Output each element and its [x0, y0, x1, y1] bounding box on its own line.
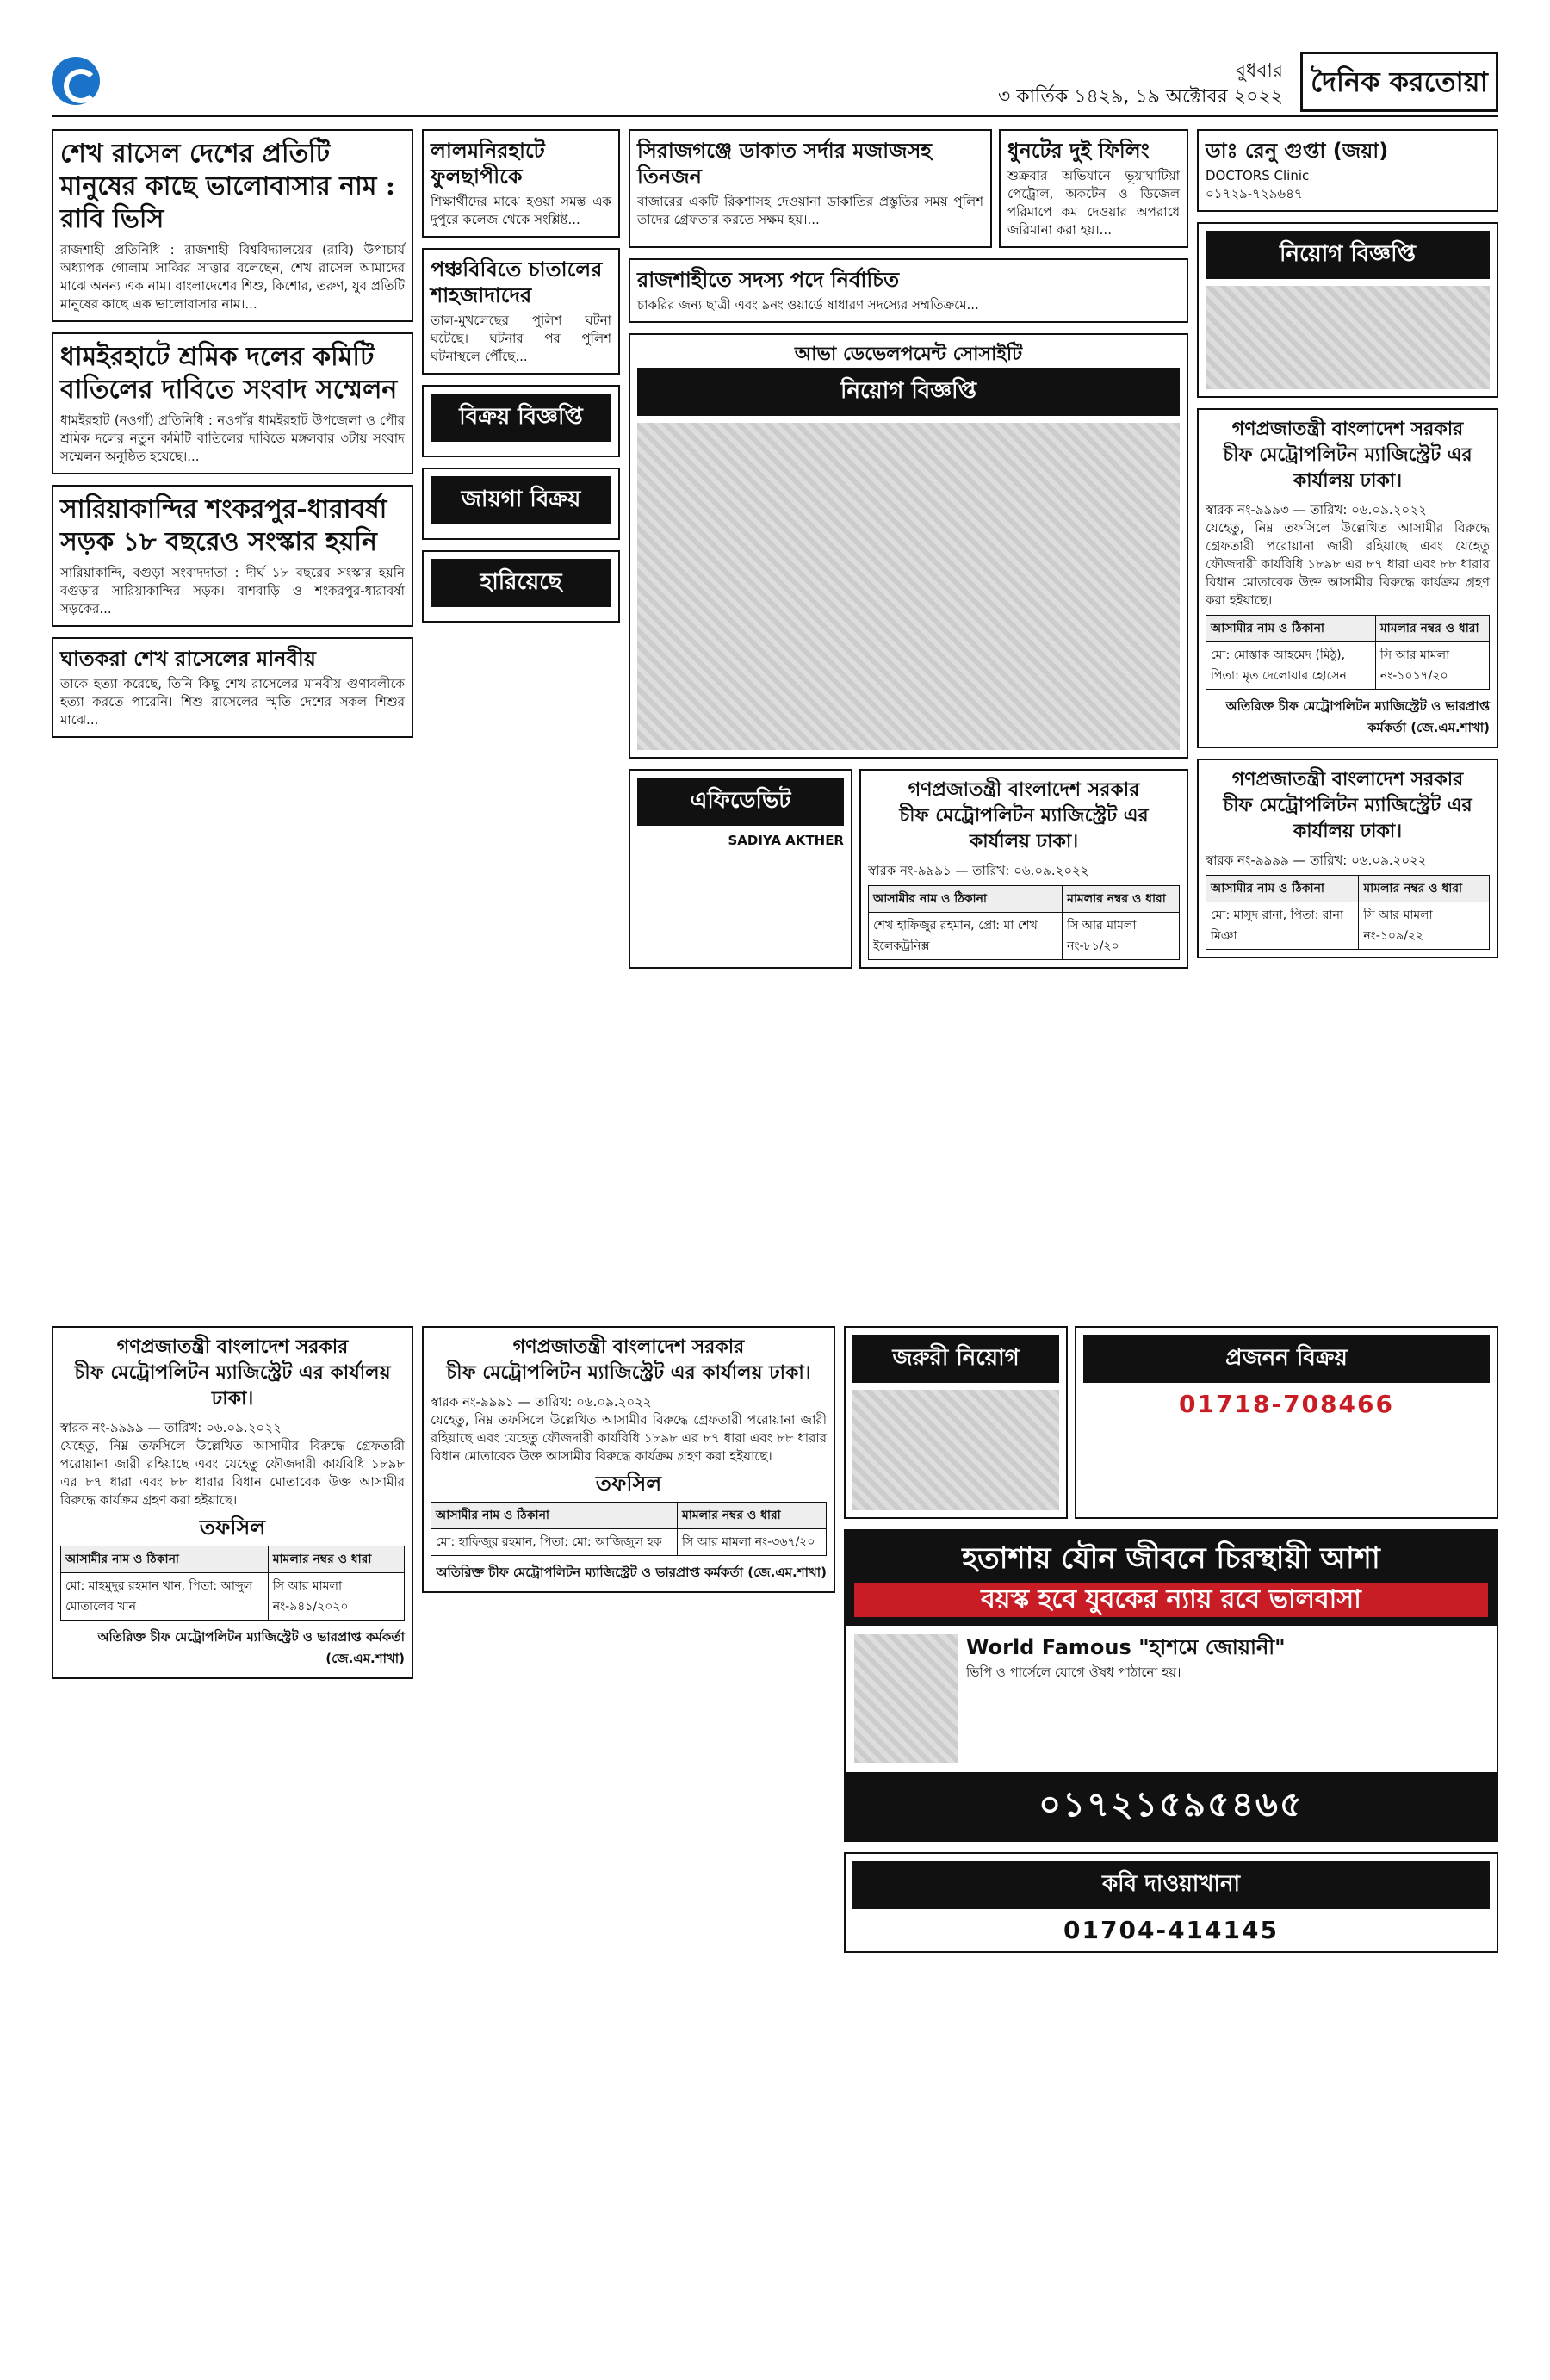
article-body: শুক্রবার অভিযানে ভূয়াঘাটিয়া পেট্রোল, অকটেন ও ডিজেল পরিমাপে কম দেওয়ার অপরাধে জরিমানা করা হয়।... [1008, 168, 1180, 238]
sale-title: বিক্রয় বিজ্ঞপ্তি [431, 394, 611, 442]
notice-table: আসামীর নাম ও ঠিকানা মামলার নম্বর ও ধারা মো: হাফিজুর রহমান, পিতা: মো: আজিজুল হক সি আর মামলা নং-৩৬৭/২০ [431, 1502, 827, 1556]
article-body: তাল-মুখলেছের পুলিশ ঘটনা ঘটেছে। ঘটনার পর পুলিশ ঘটনাস্থলে পৌঁছে... [431, 313, 611, 364]
notice-signer: অতিরিক্ত চীফ মেট্রোপলিটন ম্যাজিস্ট্রেট ও ভারপ্রাপ্ত কর্মকর্তা (জে.এম.শাখা) [97, 1629, 405, 1666]
doctor-clinic: DOCTORS Clinic [1206, 168, 1310, 183]
recruit-table-image [637, 423, 1180, 750]
kobi-phone: 01704-414145 [1063, 1916, 1279, 1944]
article-title: সারিয়াকান্দির শংকরপুর-ধারাবর্ষা সড়ক ১৮ বছরেও সংস্কার হয়নি [60, 494, 388, 557]
doctor-ad [1197, 129, 1498, 212]
affidavit-notice [629, 769, 852, 969]
notice-table: আসামীর নাম ও ঠিকানা মামলার নম্বর ও ধারা মো: মাসুদ রানা, পিতা: রানা মিঞা সি আর মামলা নং-১০৯/২২ [1206, 875, 1490, 950]
court-notice-1: গণপ্রজাতন্ত্রী বাংলাদেশ সরকার চীফ মেট্রোপলিটন ম্যাজিস্ট্রেট এর কার্যালয় ঢাকা। স্বারক নং-৯৯৯৩ — তারিখ: ০৬.০৯.২০২২ যেহেতু, নিম্ন তফসিলে উল্লেখিত আসামীর বিরুদ্ধে গ্রেফতারী পরোয়ানা জারী রহিয়াছে এবং যেহেতু ফৌজদারী কার্যবিধি ১৮৯৮ এর ৮৭ ধারা এবং ৮৮ ধারার বিধান মোতাবেক উক্ত আসামীর বিরুদ্ধে কার্যক্রম গ্রহণ করা হইয়াছে। আসামীর নাম ও ঠিকানা মামলার নম্বর ও ধারা মো: মোস্তাক আহমেদ (মিঠু), পিতা: মৃত দেলোয়ার হোসেন সি আর মামলা নং-১০১৭/২০ অতিরিক্ত চীফ মেট্রোপলিটন ম্যাজিস্ট্রেট ও ভারপ্রাপ্ত কর্মকর্তা (জে.এম.শাখা) [1197, 408, 1498, 748]
court-notice-5: গণপ্রজাতন্ত্রী বাংলাদেশ সরকার চীফ মেট্রোপলিটন ম্যাজিস্ট্রেট এর কার্যালয় ঢাকা। স্বারক নং-৯৯৯১ — তারিখ: ০৬.০৯.২০২২ যেহেতু, নিম্ন তফসিলে উল্লেখিত আসামীর বিরুদ্ধে গ্রেফতারী পরোয়ানা জারী রহিয়াছে এবং যেহেতু ফৌজদারী কার্যবিধি ১৮৯৮ এর ৮৭ ধারা এবং ৮৮ ধারার বিধান মোতাবেক উক্ত আসামীর বিরুদ্ধে কার্যক্রম গ্রহণ করা হইয়াছে। তফসিল আসামীর নাম ও ঠিকানা মামলার নম্বর ও ধারা মো: হাফিজুর রহমান, পিতা: মো: আজিজুল হক সি আর মামলা নং-৩৬৭/২০ অতিরিক্ত চীফ মেট্রোপলিটন ম্যাজিস্ট্রেট ও ভারপ্রাপ্ত কর্মকর্তা (জে.এম.শাখা) [422, 1326, 835, 1593]
article-sirajganj [629, 129, 992, 248]
court-notice-2: গণপ্রজাতন্ত্রী বাংলাদেশ সরকার চীফ মেট্রোপলিটন ম্যাজিস্ট্রেট এর কার্যালয় ঢাকা। স্বারক নং-৯৯৯৯ — তারিখ: ০৬.০৯.২০২২ আসামীর নাম ও ঠিকানা মামলার নম্বর ও ধারা মো: মাসুদ রানা, পিতা: রানা মিঞা সি আর মামলা নং-১০৯/২২ [1197, 759, 1498, 958]
big-ad-footer: ভিপি ও পার্সেলে যোগে ঔষধ পাঠানো হয়। [966, 1664, 1181, 1680]
lost-title: হারিয়েছে [431, 559, 611, 607]
issue-date: বুধবার ৩ কার্তিক ১৪২৯, ১৯ অক্টোবর ২০২২ [997, 60, 1283, 108]
news-column-left [52, 129, 413, 1292]
article-body: রাজশাহী প্রতিনিধি : রাজশাহী বিশ্ববিদ্যালয়ের (রাবি) উপাচার্য অধ্যাপক গোলাম সাব্বির সাত্তার বলেছেন, শেখ রাসেল আমাদের মাঝে অনন্য এক নাম। বাংলাদেশের শিশু, কিশোর, তরুণ, যুব প্রতিটি মানুষের কাছে এক ভালোবাসার নাম।... [60, 242, 405, 312]
sale-notice [422, 385, 620, 457]
article-dhunat [999, 129, 1188, 248]
court-notice-4: গণপ্রজাতন্ত্রী বাংলাদেশ সরকার চীফ মেট্রোপলিটন ম্যাজিস্ট্রেট এর কার্যালয় ঢাকা। স্বারক নং-৯৯৯৯ — তারিখ: ০৬.০৯.২০২২ যেহেতু, নিম্ন তফসিলে উল্লেখিত আসামীর বিরুদ্ধে গ্রেফতারী পরোয়ানা জারী রহিয়াছে এবং যেহেতু ফৌজদারী কার্যবিধি ১৮৯৮ এর ৮৭ ধারা এবং ৮৮ ধারার বিধান মোতাবেক উক্ত আসামীর বিরুদ্ধে কার্যক্রম গ্রহণ করা হইয়াছে। তফসিল আসামীর নাম ও ঠিকানা মামলার নম্বর ও ধারা মো: মাহমুদুর রহমান খান, পিতা: আব্দুল মোতালেব খান সি আর মামলা নং-৯৪১/২০২০ অতিরিক্ত চীফ মেট্রোপলিটন ম্যাজিস্ট্রেট ও ভারপ্রাপ্ত কর্মকর্তা (জে.এম.শাখা) [52, 1326, 413, 1679]
breeding-ad [1075, 1326, 1498, 1519]
land-sale-notice [422, 468, 620, 540]
article-body: তাকে হত্যা করেছে, তিনি কিছু শেখ রাসেলের মানবীয় গুণাবলীকে হত্যা করতে পারেনি। শিশু রাসেলের স্মৃতি দেশের সকল শিশুর মাঝে... [60, 676, 405, 728]
recruit-table-image [1206, 286, 1490, 389]
masthead [52, 52, 1498, 117]
recruit-title: নিয়োগ বিজ্ঞপ্তি [637, 368, 1180, 416]
notice-signer: অতিরিক্ত চীফ মেট্রোপলিটন ম্যাজিস্ট্রেট ও ভারপ্রাপ্ত কর্মকর্তা (জে.এম.শাখা) [1225, 698, 1490, 735]
article-lalmonirhat [422, 129, 620, 238]
bottom-left [52, 1326, 413, 2273]
newspaper-brand: দৈনিক করতোয়া [1300, 52, 1498, 112]
big-ad-product: World Famous "হাশমে জোয়ানী" [966, 1635, 1286, 1659]
article-title: রাজশাহীতে সদস্য পদে নির্বাচিত [637, 268, 900, 292]
notice-signer: অতিরিক্ত চীফ মেট্রোপলিটন ম্যাজিস্ট্রেট ও ভারপ্রাপ্ত কর্মকর্তা (জে.এম.শাখা) [436, 1565, 827, 1580]
doctor-phone: ০১৭২৯-৭২৯৬৪৭ [1206, 186, 1303, 201]
big-ad-phone: ০১৭২১৫৯৫৪৬৫ [846, 1772, 1497, 1840]
article-title: ধামইরহাটে শ্রমিক দলের কমিটি বাতিলের দাবিতে সংবাদ সম্মেলন [60, 342, 398, 405]
article-title: ঘাতকরা শেখ রাসেলের মানবীয় [60, 647, 316, 671]
bottom-center [422, 1326, 835, 2273]
person-photo [854, 1634, 958, 1763]
breeding-phone: 01718-708466 [1179, 1390, 1394, 1418]
article-body: শিক্ষার্থীদের মাঝে হওয়া সমস্ত এক দুপুরে কলেজ থেকে সংশ্লিষ্ট... [431, 194, 611, 227]
bottom-right-top [844, 1326, 1498, 1529]
notice-body: যেহেতু, নিম্ন তফসিলে উল্লেখিত আসামীর বিরুদ্ধে গ্রেফতারী পরোয়ানা জারী রহিয়াছে এবং যেহেতু ফৌজদারী কার্যবিধি ১৮৯৮ এর ৮৭ ধারা এবং ৮৮ ধারার বিধান মোতাবেক উক্ত আসামীর বিরুদ্ধে কার্যক্রম গ্রহণ করা হইয়াছে। [431, 1412, 827, 1464]
newspaper-page [52, 52, 1498, 2342]
bottom-right [844, 1326, 1498, 2273]
notice-ref: স্বারক নং-৯৯৯৯ — তারিখ: ০৬.০৯.২০২২ [1206, 852, 1427, 868]
notice-ref: স্বারক নং-৯৯৯১ — তারিখ: ০৬.০৯.২০২২ [431, 1394, 652, 1410]
affidavit-signer: SADIYA AKTHER [728, 833, 844, 848]
article-body: ধামইরহাট (নওগাঁ) প্রতিনিধি : নওগাঁর ধামইরহাট উপজেলা ও পৌর শ্রমিক দলের নতুন কমিটি বাতিলের দাবিতে মঙ্গলবার ৩টায় সংবাদ সম্মেলন অনুষ্ঠিত হয়েছে।... [60, 412, 405, 464]
article-body: চাকরির জন্য ছাত্রী এবং ৯নং ওয়ার্ডে ষাধারণ সদস্যের সম্মতিক্রমে... [637, 297, 979, 313]
kobi-dawakhana-ad [844, 1852, 1498, 1953]
notice-ref: স্বারক নং-৯৯৯১ — তারিখ: ০৬.০৯.২০২২ [868, 863, 1089, 878]
recruit-org: আভা ডেভেলপমেন্ট সোসাইটি [794, 344, 1023, 365]
doctor-name: ডাঃ রেনু গুপ্তা (জয়া) [1206, 139, 1389, 163]
notice-body: যেহেতু, নিম্ন তফসিলে উল্লেখিত আসামীর বিরুদ্ধে গ্রেফতারী পরোয়ানা জারী রহিয়াছে এবং যেহেতু ফৌজদারী কার্যবিধি ১৮৯৮ এর ৮৭ ধারা এবং ৮৮ ধারার বিধান মোতাবেক উক্ত আসামীর বিরুদ্ধে কার্যক্রম গ্রহণ করা হইয়াছে। [60, 1438, 405, 1508]
notice-body: যেহেতু, নিম্ন তফসিলে উল্লেখিত আসামীর বিরুদ্ধে গ্রেফতারী পরোয়ানা জারী রহিয়াছে এবং যেহেতু ফৌজদারী কার্যবিধি ১৮৯৮ এর ৮৭ ধারা এবং ৮৮ ধারার বিধান মোতাবেক উক্ত আসামীর বিরুদ্ধে কার্যক্রম গ্রহণ করা হইয়াছে। [1206, 520, 1490, 608]
article-title: পঞ্চবিবিতে চাতালের শাহজাদাদের [431, 257, 603, 307]
page-logo-icon [52, 57, 100, 105]
land-title: জায়গা বিক্রয় [431, 476, 611, 524]
notice-table: আসামীর নাম ও ঠিকানা মামলার নম্বর ও ধারা শেখ হাফিজুর রহমান, প্রো: মা শেখ ইলেকট্রনিক্স সি আর মামলা নং-৮১/২০ [868, 885, 1180, 960]
news-column-right [1197, 129, 1498, 1317]
article-sheikh-russel [52, 637, 413, 738]
center-mid-row [629, 769, 1188, 979]
article-panchabibi [422, 248, 620, 375]
big-ad-subline: বয়স্ক হবে যুবকের ন্যায় রবে ভালবাসা [854, 1583, 1488, 1617]
notice-table: আসামীর নাম ও ঠিকানা মামলার নম্বর ও ধারা মো: মোস্তাক আহমেদ (মিঠু), পিতা: মৃত দেলোয়ার হোসেন সি আর মামলা নং-১০১৭/২০ [1206, 615, 1490, 690]
jobs-title: জরুরী নিয়োগ [852, 1335, 1059, 1383]
article-rajshahi [629, 258, 1188, 323]
breeding-title: প্রজনন বিক্রয় [1083, 1335, 1490, 1383]
notice-ref: স্বারক নং-৯৯৯৯ — তারিখ: ০৬.০৯.২০২২ [60, 1420, 282, 1435]
notice-ref: স্বারক নং-৯৯৯৩ — তারিখ: ০৬.০৯.২০২২ [1206, 502, 1427, 518]
big-health-ad [844, 1529, 1498, 1842]
article-rabi-vc [52, 129, 413, 322]
recruit-title: নিয়োগ বিজ্ঞপ্তি [1206, 231, 1490, 279]
notice-table: আসামীর নাম ও ঠিকানা মামলার নম্বর ও ধারা মো: মাহমুদুর রহমান খান, পিতা: আব্দুল মোতালেব খান সি আর মামলা নং-৯৪১/২০২০ [60, 1546, 405, 1621]
article-dhamoirhat [52, 332, 413, 474]
article-title: শেখ রাসেল দেশের প্রতিটি মানুষের কাছে ভালোবাসার নাম : রাবি ভিসি [60, 139, 395, 234]
kobi-title: কবি দাওয়াখানা [852, 1861, 1490, 1909]
center-top-row [629, 129, 1188, 258]
article-body: সারিয়াকান্দি, বগুড়া সংবাদদাতা : দীর্ঘ ১৮ বছরের সংস্কার হয়নি বগুড়ার সারিয়াকান্দির সড়ক। বাশবাড়ি ও শংকরপুর-ধারাবর্ষা সড়কের... [60, 565, 405, 617]
article-title: ধুনটের দুই ফিলিং [1008, 139, 1150, 163]
court-notice-3: গণপ্রজাতন্ত্রী বাংলাদেশ সরকার চীফ মেট্রোপলিটন ম্যাজিস্ট্রেট এর কার্যালয় ঢাকা। স্বারক নং-৯৯৯১ — তারিখ: ০৬.০৯.২০২২ আসামীর নাম ও ঠিকানা মামলার নম্বর ও ধারা শেখ হাফিজুর রহমান, প্রো: মা শেখ ইলেকট্রনিক্স সি আর মামলা নং-৮১/২০ [859, 769, 1188, 969]
big-ad-headline: হতাশায় যৌন জীবনে চিরস্থায়ী আশা [962, 1541, 1380, 1576]
article-sariakandi [52, 485, 413, 627]
affidavit-title: এফিডেভিট [637, 778, 844, 826]
news-column-center [629, 129, 1188, 1317]
recruitment-notice [1197, 222, 1498, 398]
recruitment-ava [629, 333, 1188, 759]
jobs-image [852, 1390, 1059, 1510]
article-title: লালমনিরহাটে ফুলছাপীকে [431, 139, 545, 189]
jobs-notice [844, 1326, 1068, 1519]
news-column-second [422, 129, 620, 1317]
article-body: বাজারের একটি রিকশাসহ দেওয়ানা ডাকাতির প্রস্তুতির সময় পুলিশ তাদের গ্রেফতার করতে সক্ষম হয়।... [637, 194, 983, 227]
lost-notice [422, 550, 620, 623]
article-title: সিরাজগঞ্জে ডাকাত সর্দার মজাজসহ তিনজন [637, 139, 932, 189]
